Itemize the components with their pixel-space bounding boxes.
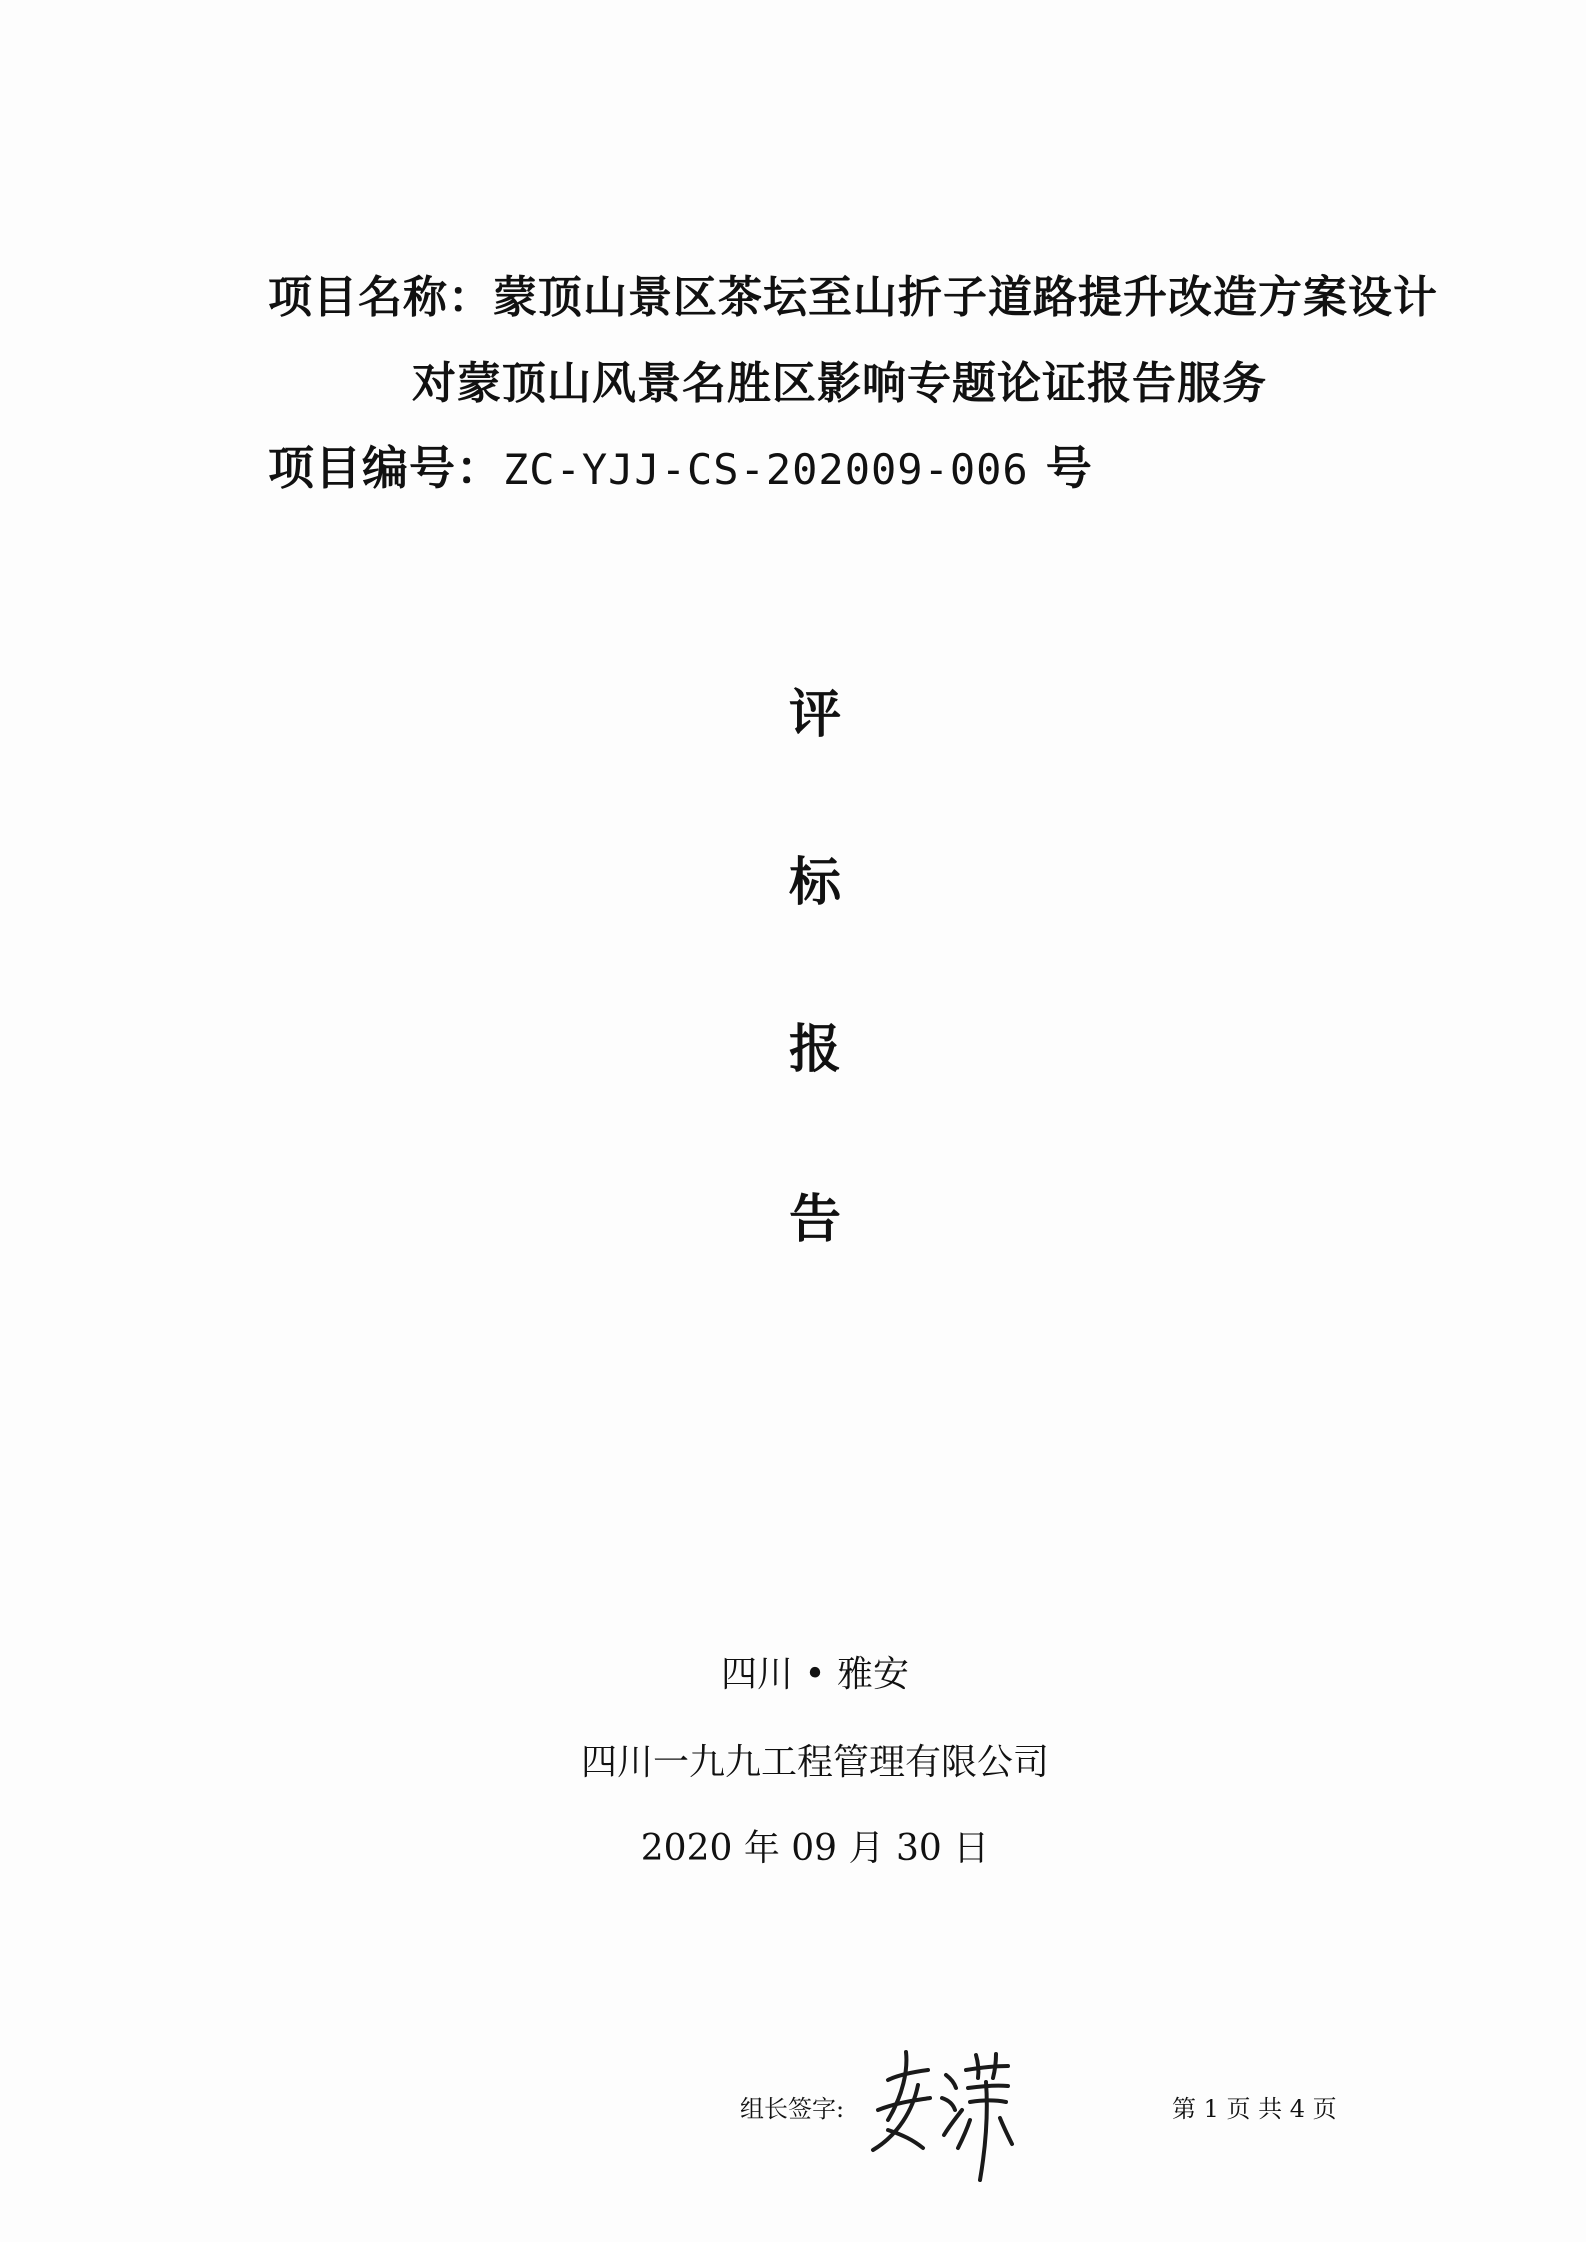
handwritten-signature	[858, 2040, 1018, 2190]
project-name-line-2: 对蒙顶山风景名胜区影响专题论证报告服务	[412, 358, 1267, 409]
project-number-label: 项目编号：	[268, 441, 503, 495]
report-title-char-1: 评	[788, 684, 841, 745]
project-number-value: ZC-YJJ-CS-202009-006	[503, 445, 1029, 494]
report-date: 2020 年 09 月 30 日	[640, 1828, 990, 1869]
location: 四川 • 雅安	[720, 1654, 910, 1695]
project-number-suffix: 号	[1028, 441, 1093, 495]
report-title-char-4: 告	[788, 1189, 841, 1250]
company-name: 四川一九九工程管理有限公司	[580, 1742, 1049, 1783]
project-number	[268, 436, 1268, 502]
leader-signature-label: 组长签字:	[740, 2095, 845, 2123]
report-title-char-2: 标	[788, 852, 841, 913]
report-title-char-3: 报	[788, 1019, 841, 1080]
project-name-line-1: 项目名称：蒙顶山景区茶坛至山折子道路提升改造方案设计	[268, 272, 1438, 323]
page-number: 第 1 页 共 4 页	[1172, 2095, 1337, 2123]
